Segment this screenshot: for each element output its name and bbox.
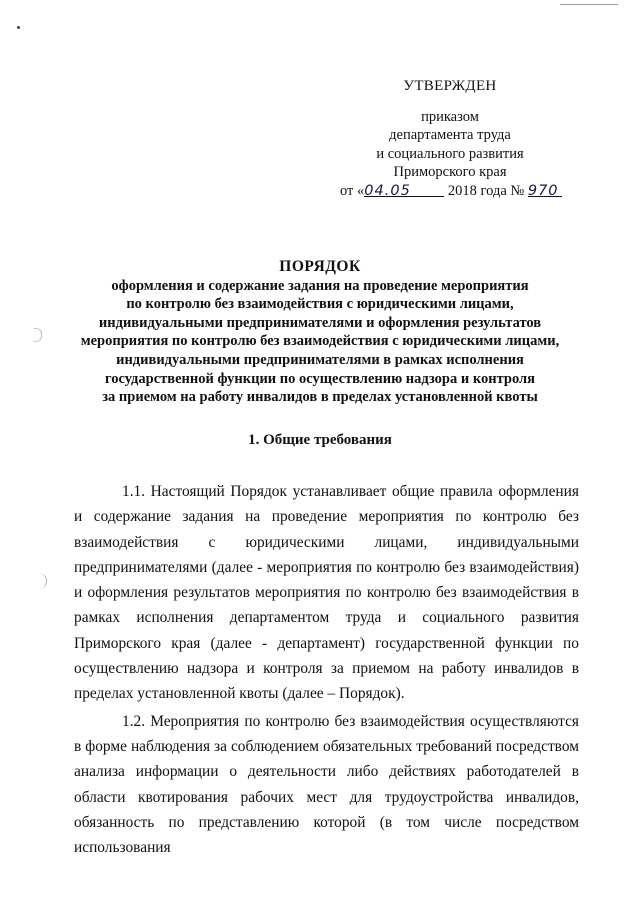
document-title-line: индивидуальными предпринимателями в рамках исполнения [116, 351, 524, 368]
number-field [528, 182, 562, 197]
handwritten-date: 04.05 [364, 182, 411, 199]
date-prefix: от « [340, 182, 365, 199]
scan-artifact [33, 328, 42, 342]
document-title [60, 258, 580, 407]
document-title-line: индивидуальными предпринимателями и оформления результатов [98, 314, 542, 331]
document-title-main: ПОРЯДОК [279, 258, 361, 275]
scan-mark [560, 4, 618, 5]
scan-speck [17, 26, 20, 29]
document-title-line: за приемом на работу инвалидов в пределах установленной квоты [102, 389, 538, 406]
date-suffix: 2018 года № [447, 182, 525, 199]
handwritten-number: 970 [527, 182, 559, 199]
approval-line: Приморского края [393, 164, 507, 180]
scan-artifact [36, 573, 47, 589]
approval-block [340, 77, 560, 200]
date-field [364, 182, 444, 197]
approval-date-line [340, 182, 560, 201]
document-title-line: государственной функции по осуществлению надзора и контроля [105, 370, 535, 387]
approval-line: и социального развития [376, 145, 524, 162]
paragraph-1-2: 1.2. Мероприятия по контролю без взаимодействия осуществляются в форме наблюдения за соблюдением обязательных требований посредством анализа информации о деятельности либо действиях работодателей в области квотирования рабочих мест для трудоустройства инвалидов, обязанность по представлению которой (в том числе посредством использования [74, 712, 579, 857]
section-heading: 1. Общие требования [248, 432, 392, 448]
paragraph-1-1: 1.1. Настоящий Порядок устанавливает общие правила оформления и содержание задания на проведение мероприятия по контролю без взаимодействия с юридическими лицами, индивидуальными предпринимателями (далее - мероприятия по контролю без взаимодействия) и оформления результатов мероприятия по контролю без взаимодействия в рамках исполнения департаментом труда и социального развития Приморского края (далее - департамент) государственной функции по осуществлению надзора и контроля за приемом на работу инвалидов в пределах установленной квоты (далее – Порядок). [74, 483, 579, 703]
document-title-line: мероприятия по контролю без взаимодействия с юридическими лицами, [80, 333, 560, 350]
approval-title: УТВЕРЖДЕН [403, 78, 497, 94]
document-title-line: по контролю без взаимодействия с юридическими лицами, [126, 296, 514, 313]
approval-line: департамента труда [389, 127, 511, 143]
approval-line: приказом [421, 108, 479, 125]
body-text [74, 479, 579, 860]
document-title-line: оформления и содержание задания на проведение мероприятия [111, 277, 529, 294]
